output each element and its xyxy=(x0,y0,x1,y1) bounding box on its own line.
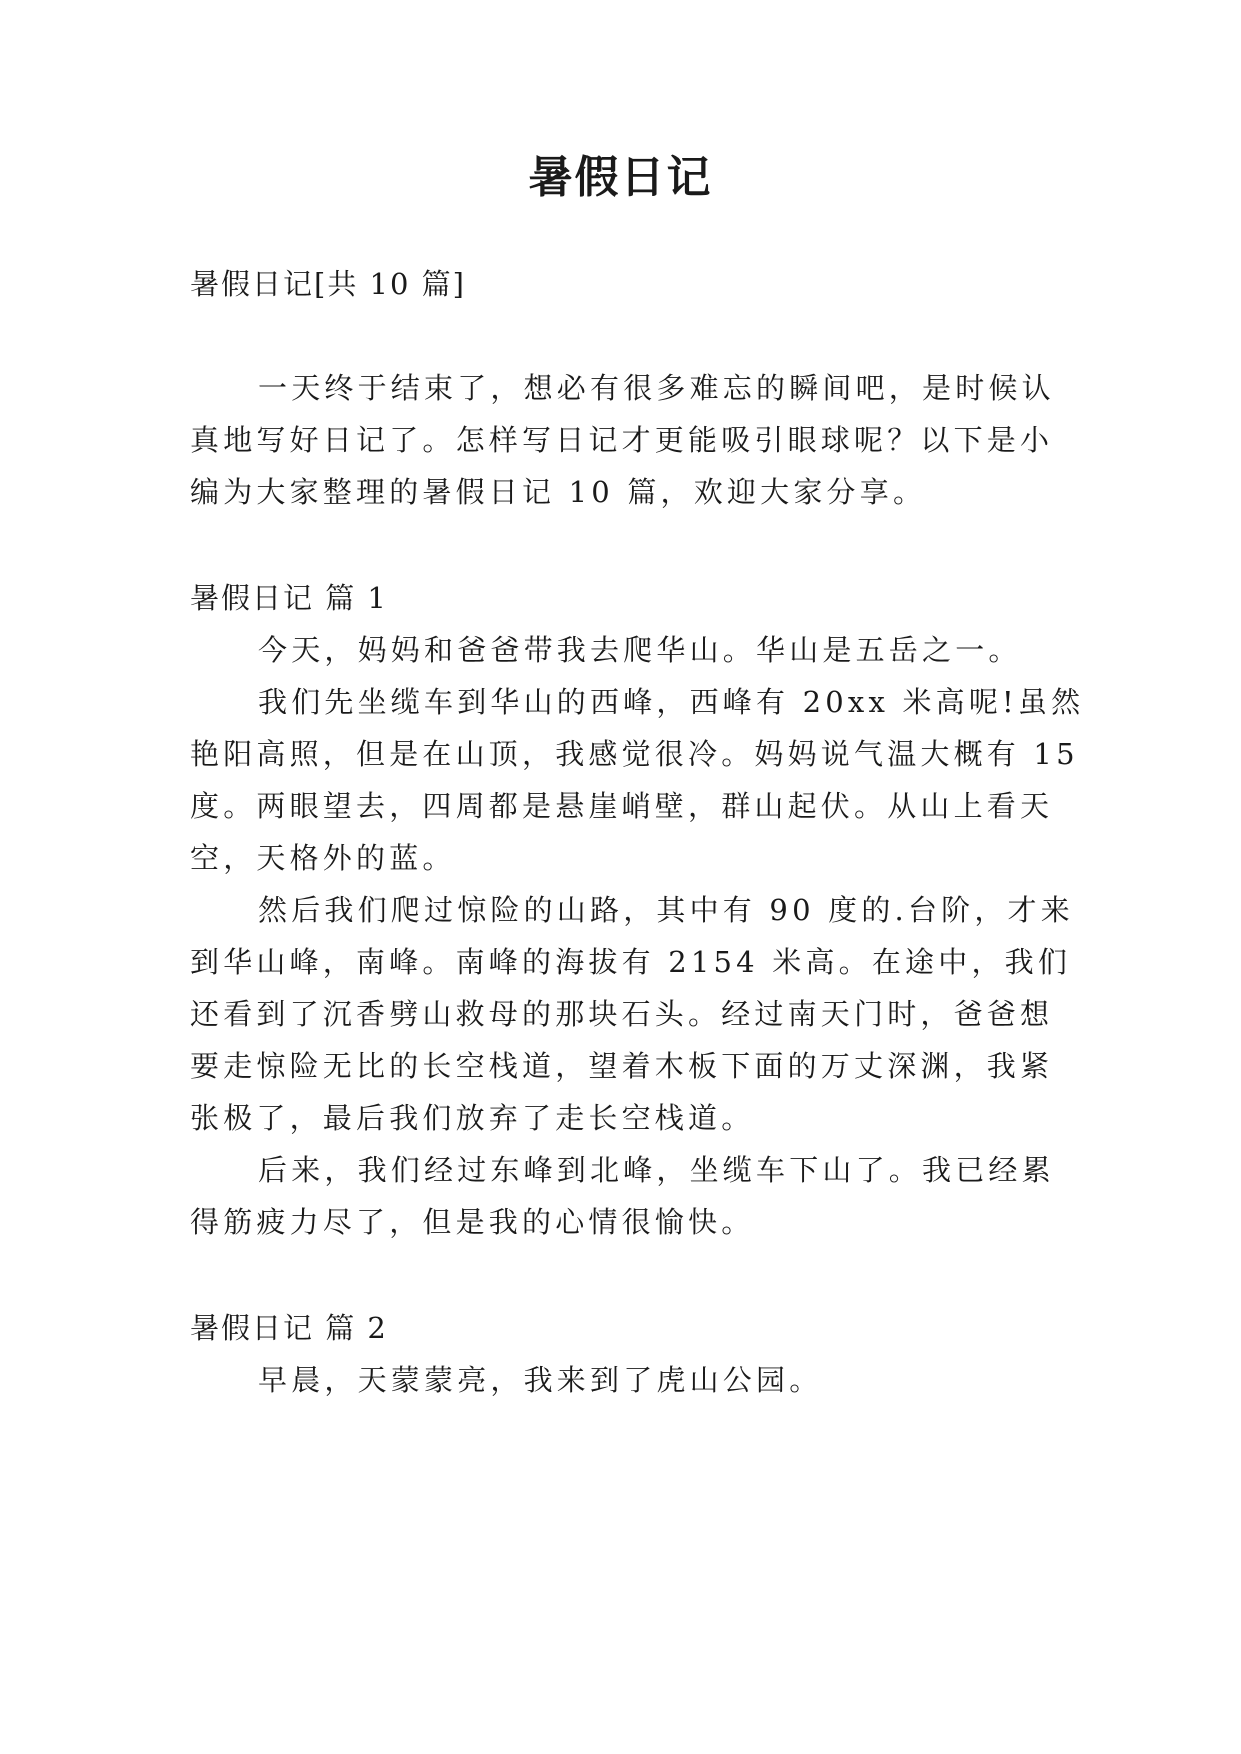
entry-line: 得筋疲力尽了，但是我的心情很愉快。 xyxy=(190,1205,755,1239)
entry-line: 张极了，最后我们放弃了走长空栈道。 xyxy=(190,1101,755,1135)
intro-line: 真地写好日记了。怎样写日记才更能吸引眼球呢？以下是小 xyxy=(190,423,1054,457)
intro-line: 编为大家整理的暑假日记 10 篇，欢迎大家分享。 xyxy=(190,475,927,509)
entry-line: 然后我们爬过惊险的山路，其中有 90 度的.台阶，才来 xyxy=(258,893,1074,927)
entry-line: 我们先坐缆车到华山的西峰，西峰有 20xx 米高呢!虽然 xyxy=(258,685,1085,719)
entry-heading: 暑假日记 篇 1 xyxy=(190,581,388,615)
entry-heading: 暑假日记 篇 2 xyxy=(190,1311,388,1345)
entry-line: 早晨，天蒙蒙亮，我来到了虎山公园。 xyxy=(258,1363,823,1397)
entry-line: 度。两眼望去，四周都是悬崖峭壁，群山起伏。从山上看天 xyxy=(190,789,1054,823)
entry-line: 后来，我们经过东峰到北峰，坐缆车下山了。我已经累 xyxy=(258,1153,1055,1187)
entry-line: 空，天格外的蓝。 xyxy=(190,841,456,875)
entry-line: 还看到了沉香劈山救母的那块石头。经过南天门时，爸爸想 xyxy=(190,997,1054,1031)
document-title: 暑假日记 xyxy=(528,152,713,203)
entry-line: 今天，妈妈和爸爸带我去爬华山。华山是五岳之一。 xyxy=(258,633,1022,667)
entry-line: 到华山峰，南峰。南峰的海拔有 2154 米高。在途中，我们 xyxy=(190,945,1072,979)
intro-line: 一天终于结束了，想必有很多难忘的瞬间吧，是时候认 xyxy=(258,371,1055,405)
entry-line: 艳阳高照，但是在山顶，我感觉很冷。妈妈说气温大概有 15 xyxy=(190,737,1079,771)
entry-line: 要走惊险无比的长空栈道，望着木板下面的万丈深渊，我紧 xyxy=(190,1049,1054,1083)
document-subtitle: 暑假日记[共 10 篇] xyxy=(190,267,466,301)
